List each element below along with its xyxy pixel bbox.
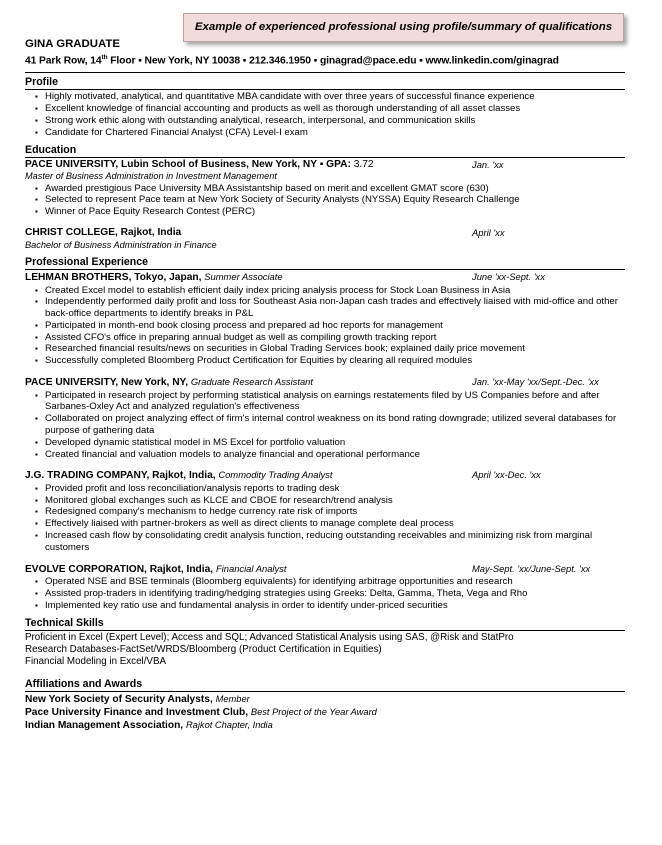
list-item: ▪ Created Excel model to establish efficient daily index pricing analysis process for Stock Loan Business in Asia [35, 285, 625, 297]
list-item: ▪ Provided profit and loss reconciliation/analysis reports to trading desk [35, 483, 625, 495]
list-item: ▪ Researched financial results/news on securities in Global Trading Services book; explained daily price movement [35, 343, 625, 355]
list-item: ▪ Collaborated on project analyzing effect of firm's internal control weakness on its bond rating downgrade; utilized several databases for purpose of gathering data [35, 413, 625, 437]
list-item: ▪ Increased cash flow by consolidating credit analysis function, reducing outstanding receivables and minimizing risk from marginal customers [35, 530, 625, 554]
affiliation-item [25, 706, 625, 719]
education-bullets [25, 183, 625, 218]
school-name: PACE UNIVERSITY, Lubin School of Business, New York, NY ▪ GPA: [25, 158, 351, 170]
list-item: ▪ Developed dynamic statistical model in MS Excel for portfolio valuation [35, 437, 625, 449]
entry-header [25, 159, 625, 172]
job-role: Summer Associate [204, 271, 283, 282]
entry-header [25, 563, 625, 577]
employer-name: PACE UNIVERSITY, New York, NY, [25, 377, 189, 389]
list-item: ▪ Successfully completed Bloomberg Product Certification for Equities by clearing all required modules [35, 355, 625, 367]
education-title: Education [25, 143, 77, 156]
entry-header [25, 376, 625, 390]
list-item: ▪ Participated in research project by performing statistical analysis on earnings restatements filed by US Companies before and after Sarbanes-Oxley Act and analyzed regulation's effectiveness [35, 390, 625, 414]
skills-title: Technical Skills [25, 616, 104, 629]
entry-date: Jan. 'xx [472, 158, 504, 170]
gpa-value: 3.72 [353, 158, 374, 170]
job-entry [25, 271, 625, 367]
list-item: ▪ Redesigned company's mechanism to hedge currency rate risk of imports [35, 506, 625, 518]
affiliation-item [25, 693, 625, 706]
affiliation-role: Best Project of the Year Award [250, 706, 377, 717]
skills-line: Financial Modeling in Excel/VBA [25, 655, 167, 667]
list-item: ▪ Assisted prop-traders in identifying trading/hedging strategies using Greeks: Delta, Gamma, Theta, Vega and Rho [35, 588, 625, 600]
list-item: ▪ Created financial and valuation models to analyze financial and operational performance [35, 449, 625, 461]
section-rule [25, 89, 625, 90]
affiliations-title: Affiliations and Awards [25, 677, 143, 690]
entry-header [25, 271, 625, 285]
header-rule [25, 72, 625, 73]
entry-date: June 'xx-Sept. 'xx [472, 271, 545, 282]
job-entry [25, 469, 625, 553]
job-bullets [25, 576, 625, 611]
job-bullets [25, 483, 625, 554]
skills-line: Research Databases-FactSet/WRDS/Bloomberg (Product Certification in Equities) [25, 643, 382, 655]
resume-page [25, 37, 625, 737]
entry-header [25, 227, 625, 240]
affiliation-role: Member [215, 693, 250, 704]
list-item: ▪ Assisted CFO's office in preparing annual budget as well as compiling growth tracking report [35, 332, 625, 344]
list-item: ▪ Highly motivated, analytical, and quantitative MBA candidate with over three years of successful finance experience [35, 91, 625, 103]
list-item: ▪ Independently performed daily profit and loss for Southeast Asia non-Japan cash trades and effectively liaised with mid-office and other back-office departments to identify breaks in P&L [35, 296, 625, 320]
affiliation-role: Rajkot Chapter, India [185, 719, 273, 730]
entry-date: May-Sept. 'xx/June-Sept. 'xx [472, 562, 591, 574]
employer-name: J.G. TRADING COMPANY, Rajkot, India, [25, 470, 216, 482]
employer-name: EVOLVE CORPORATION, Rajkot, India, [25, 563, 214, 575]
skills-line: Proficient in Excel (Expert Level); Access and SQL; Advanced Statistical Analysis using SAS, @Risk and StatPro [25, 631, 514, 643]
profile-section [25, 76, 625, 138]
profile-title: Profile [25, 76, 58, 89]
entry-date: April 'xx [472, 227, 505, 238]
entry-header [25, 469, 625, 483]
contact-details: Floor ▪ New York, NY 10038 ▪ 212.346.1950 ▪ ginagrad@pace.edu ▪ www.linkedin.com/ginagrad [107, 55, 559, 67]
job-bullets [25, 285, 625, 368]
list-item: ▪ Awarded prestigious Pace University MBA Assistantship based on merit and excellent GMAT score (630) [35, 183, 625, 195]
contact-line [25, 51, 625, 68]
list-item: ▪ Selected to represent Pace team at New York Society of Security Analysts (NYSSA) Equity Research Challenge [35, 194, 625, 206]
education-section [25, 144, 625, 251]
list-item: ▪ Winner of Pace Equity Research Contest (PERC) [35, 206, 625, 218]
job-role: Financial Analyst [215, 562, 287, 574]
section-rule [25, 691, 625, 692]
list-item: ▪ Excellent knowledge of financial accounting and products as well as thorough understanding of all asset classes [35, 103, 625, 115]
employer-name: LEHMAN BROTHERS, Tokyo, Japan, [25, 272, 202, 283]
list-item: ▪ Implemented key ratio use and fundamental analysis in order to identify under-priced securities [35, 600, 625, 612]
example-banner: Example of experienced professional using profile/summary of qualifications [183, 13, 624, 42]
list-item: ▪ Strong work ethic along with outstanding analytical, research, interpersonal, and communication skills [35, 115, 625, 127]
section-rule [25, 269, 625, 270]
skills-section [25, 617, 625, 668]
job-entry [25, 563, 625, 612]
affiliation-org: New York Society of Security Analysts, [25, 693, 213, 705]
entry-date: April 'xx-Dec. 'xx [472, 469, 541, 481]
affiliations-section [25, 678, 625, 732]
job-role: Graduate Research Assistant [190, 376, 313, 388]
list-item: ▪ Candidate for Chartered Financial Analyst (CFA) Level-I exam [35, 127, 625, 139]
job-entry [25, 376, 625, 460]
affiliation-org: Pace University Finance and Investment Club, [25, 706, 249, 718]
list-item: ▪ Monitored global exchanges such as KLCE and CBOE for research/trend analysis [35, 495, 625, 507]
job-bullets [25, 390, 625, 461]
candidate-name: GINA GRADUATE [25, 38, 120, 50]
profile-bullets [25, 91, 625, 138]
list-item: ▪ Effectively liaised with partner-brokers as well as direct clients to manage complete deal process [35, 518, 625, 530]
degree: Bachelor of Business Administration in Finance [25, 239, 217, 250]
section-rule [25, 630, 625, 631]
list-item: ▪ Participated in month-end book closing process and prepared ad hoc reports for management [35, 320, 625, 332]
job-role: Commodity Trading Analyst [218, 469, 333, 481]
section-rule [25, 157, 625, 158]
education-entry [25, 159, 625, 218]
school-name: CHRIST COLLEGE, Rajkot, India [25, 227, 182, 238]
contact-superscript: th [101, 54, 108, 61]
experience-title: Professional Experience [25, 256, 149, 268]
experience-section [25, 256, 625, 612]
affiliation-item [25, 719, 625, 732]
list-item: ▪ Operated NSE and BSE terminals (Bloomberg equivalents) for identifying arbitrage opportunities and research [35, 576, 625, 588]
entry-date: Jan. 'xx-May 'xx/Sept.-Dec. 'xx [472, 376, 599, 388]
affiliation-org: Indian Management Association, [25, 719, 184, 731]
degree: Master of Business Administration in Investment Management [25, 171, 277, 182]
contact-address: 41 Park Row, 14 [25, 55, 102, 67]
education-entry [25, 227, 625, 251]
